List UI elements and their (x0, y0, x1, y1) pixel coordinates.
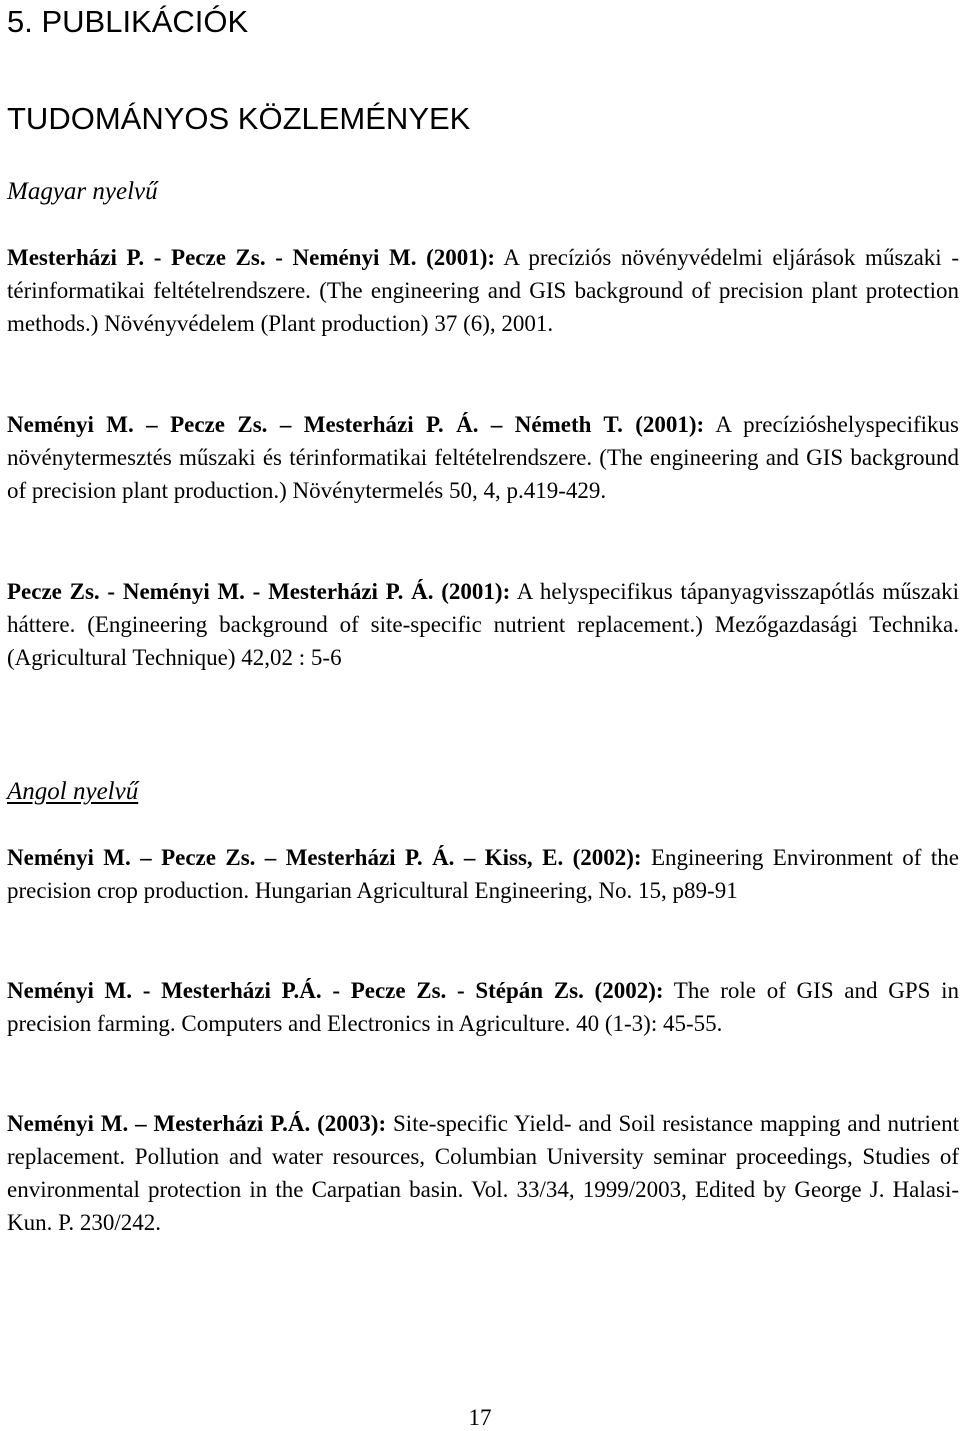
entry-authors: Neményi M. – Pecze Zs. – Mesterházi P. Á. – Németh T. (2001): (7, 412, 705, 437)
section-title: TUDOMÁNYOS KÖZLEMÉNYEK (7, 101, 471, 136)
english-heading: Angol nyelvű (7, 778, 139, 805)
entry-authors: Neményi M. - Mesterházi P.Á. - Pecze Zs. - Stépán Zs. (2002): (7, 978, 664, 1003)
entry-authors: Pecze Zs. - Neményi M. - Mesterházi P. Á. (2001): (7, 579, 511, 604)
publication-entry (7, 1107, 959, 1239)
publication-entry (7, 408, 959, 507)
publication-entry (7, 841, 959, 907)
entry-text: The role of GIS and GPS in precision farming. Computers and Electronics in Agriculture. 40 (1-3): 45-55. (7, 978, 959, 1036)
entry-authors: Neményi M. – Pecze Zs. – Mesterházi P. Á. – Kiss, E. (2002): (7, 845, 642, 870)
entry-authors: Mesterházi P. - Pecze Zs. - Neményi M. (2001): (7, 245, 496, 270)
entry-text: Site-specific Yield- and Soil resistance mapping and nutrient replacement. Pollution and water resources, Columbian University seminar proceedings, Studies of environmental protection in the Carpatian basin. Vol. 33/34, 1999/2003, Edited by George J. Halasi-Kun. P. 230/242. (7, 1111, 960, 1235)
chapter-title: 5. PUBLIKÁCIÓK (7, 4, 249, 39)
entry-text: A precízióshelyspecifikus növénytermesztés műszaki és térinformatikai feltételrendszere. (The engineering and GIS background of precision plant production.) Növénytermelés 50, 4, p.419-429. (7, 412, 959, 503)
entry-text: A helyspecifikus tápanyagvisszapótlás műszaki háttere. (Engineering background of site-specific nutrient replacement.) Mezőgazdasági Technika.(Agricultural Technique) 42,02 : 5-6 (7, 579, 959, 670)
hungarian-heading: Magyar nyelvű (7, 178, 158, 205)
publication-entry (7, 241, 959, 340)
entry-text: A precíziós növényvédelmi eljárások műszaki -térinformatikai feltételrendszere. (The engineering and GIS background of precision plant protection methods.) Növényvédelem (Plant production) 37 (6), 2001. (7, 245, 959, 336)
page-number: 17 (468, 1405, 492, 1430)
publication-entry (7, 575, 959, 674)
publication-entry (7, 974, 959, 1040)
entry-authors: Neményi M. – Mesterházi P.Á. (2003): (7, 1111, 387, 1136)
entry-text: Engineering Environment of the precision crop production. Hungarian Agricultural Engineering, No. 15, p89-91 (7, 845, 959, 903)
